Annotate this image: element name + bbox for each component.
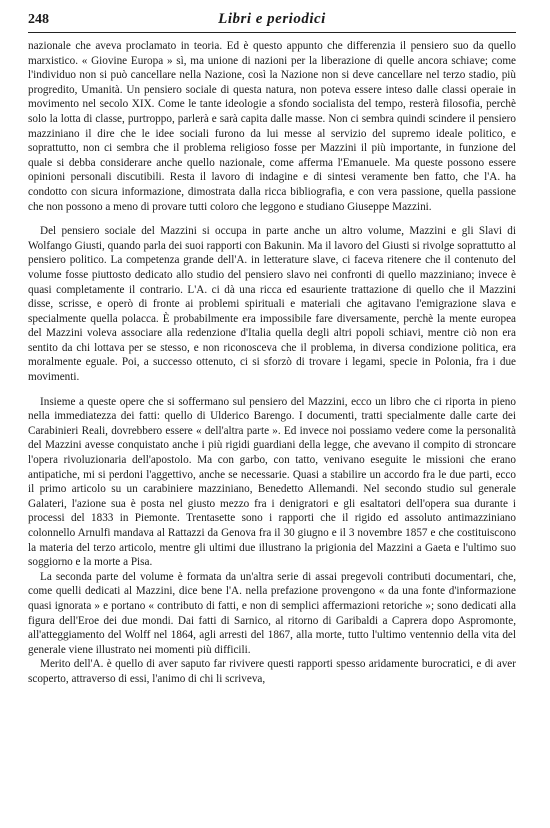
page-header bbox=[28, 10, 516, 33]
page bbox=[28, 10, 516, 687]
running-title: Libri e periodici bbox=[218, 11, 326, 27]
paragraph: nazionale che aveva proclamato in teoria. Ed è questo appunto che differenzia il pensiero suo da quello marxistico. « Giovine Europa » sì, ma unione di nazioni per la liberazione di quelle ancora schiave; come l'individuo non si può cancellare nella Nazione, così la Nazione non si deve cancellare nel terzo stadio, più progredito, Umanità. Un pensiero sociale di questa natura, non poteva essere inteso dalle classi operaie in movimento nel secolo XIX. Come le tante ideologie a sfondo socialista del tempo, resterà filosofia, perchè solo la lotta di classe, purtroppo, parlerà e sarà capita dalle masse. Non ci sembra quindi scindere il pensiero mazziniano il dire che le idee sociali furono da lui messe al servizio del supremo ideale politico, e soprattutto, non ci sembra che il problema religioso fosse per Mazzini il più importante, in funzione del quale si debba considerare anche quello nazionale, come afferma l'Emanuele. Ma queste possono essere opinioni personali discutibili. Resta il lavoro di indagine e di sintesi veramente ben fatto, che l'A. ha condotto con sicura informazione, dimostrata dalla ricca bibliografia, e con vera passione, quella passione che non possono a meno di provare tutti coloro che leggono e studiano Giuseppe Mazzini. bbox=[28, 40, 516, 213]
paragraph: La seconda parte del volume è formata da un'altra serie di assai pregevoli contributi documentari, che, come quelli dedicati al Mazzini, dice bene l'A. nella prefazione provengono « da una fonte d'informazione quasi ignorata » e portano « contributo di fatti, e non di semplici affermazioni retoriche »; sono dedicati alla figura dell'Eroe dei due mondi. Dai fatti di Sarnico, al ritorno di Garibaldi a Caprera dopo Aspromonte, all'atteggiamento del Wolff nel 1864, agli arresti del 1867, alla morte, tutto l'ultimo ventennio della vita del generale viene illustrato nei momenti più difficili. bbox=[28, 570, 516, 656]
paragraph: Del pensiero sociale del Mazzini si occupa in parte anche un altro volume, Mazzini e gli Slavi di Wolfango Giusti, quando parla dei suoi rapporti con Bakunin. Ma il lavoro del Giusti si rivolge soprattutto al pensiero politico. La competenza grande dell'A. in letterature slave, ci faceva ritenere che il contenuto del volume fosse piuttosto dedicato allo studio del pensiero slavo nei confronti di quello mazziniano; invece è quasi completamente il contrario. L'A. ci dà una ricca ed esauriente trattazione di quello che il Mazzini disse, scrisse, e operò di fronte ai problemi spirituali e materiali che agitavano l'emigrazione slava e specialmente quella polacca. È probabilmente era impossibile fare diversamente, perchè la mente europea del Mazzini voleva associare alla redenzione d'Italia quella degli altri popoli schiavi, mentre ciò non era sentito da chi lottava per se stesso, e non riconosceva che il problema, in diversa condizione politica, era moralmente eguale. Poi, a successo ottenuto, ci si sforzò di trovare i legami, specie in Polonia, fra i due movimenti. bbox=[28, 225, 516, 384]
paragraph: Insieme a queste opere che si soffermano sul pensiero del Mazzini, ecco un libro che ci riporta in pieno nella immediatezza dei fatti: quello di Ulderico Barengo. I documenti, tratti specialmente dalle carte dei Carabinieri Reali, dovrebbero essere « dell'altra parte ». Ed invece noi possiamo vedere come la personalità del Mazzini avesse conquistato anche i più rigidi guardiani della legge, che avevano il compito di stroncare l'opera rivoluzionaria dell'apostolo. Ma con garbo, con tatto, venivano eseguite le missioni che erano antipatiche, mi si perdoni l'aggettivo, anche se necessarie. Quasi a stabilire un accordo fra le due parti, ecco il primo articolo su un carabiniere mazziniano, Benedetto Allemandi. Nel secondo studio sul generale Galateri, l'azione sua è posta nel giusto mezzo fra i denigratori e gli esaltatori dell'opera sua durante i processi del 1833 in Piemonte. Trentasette sono i rapporti che il rigido ed assoluto antimazziniano colonnello Arnulfi mandava al Rattazzi da Genova fra il 30 giugno e il 3 novembre 1857 e che costituiscono la materia del terzo articolo, mentre gli ultimi due illustrano la prigionia del Mazzini a Gaeta e l'ultimo suo soggiorno e la morte a Pisa. bbox=[28, 395, 516, 569]
page-number: 248 bbox=[28, 12, 49, 27]
article-body bbox=[28, 39, 516, 687]
paragraph: Merito dell'A. è quello di aver saputo far rivivere questi rapporti spesso aridamente burocratici, e di aver scoperto, attraverso di essi, l'animo di chi li scriveva, bbox=[28, 658, 516, 685]
